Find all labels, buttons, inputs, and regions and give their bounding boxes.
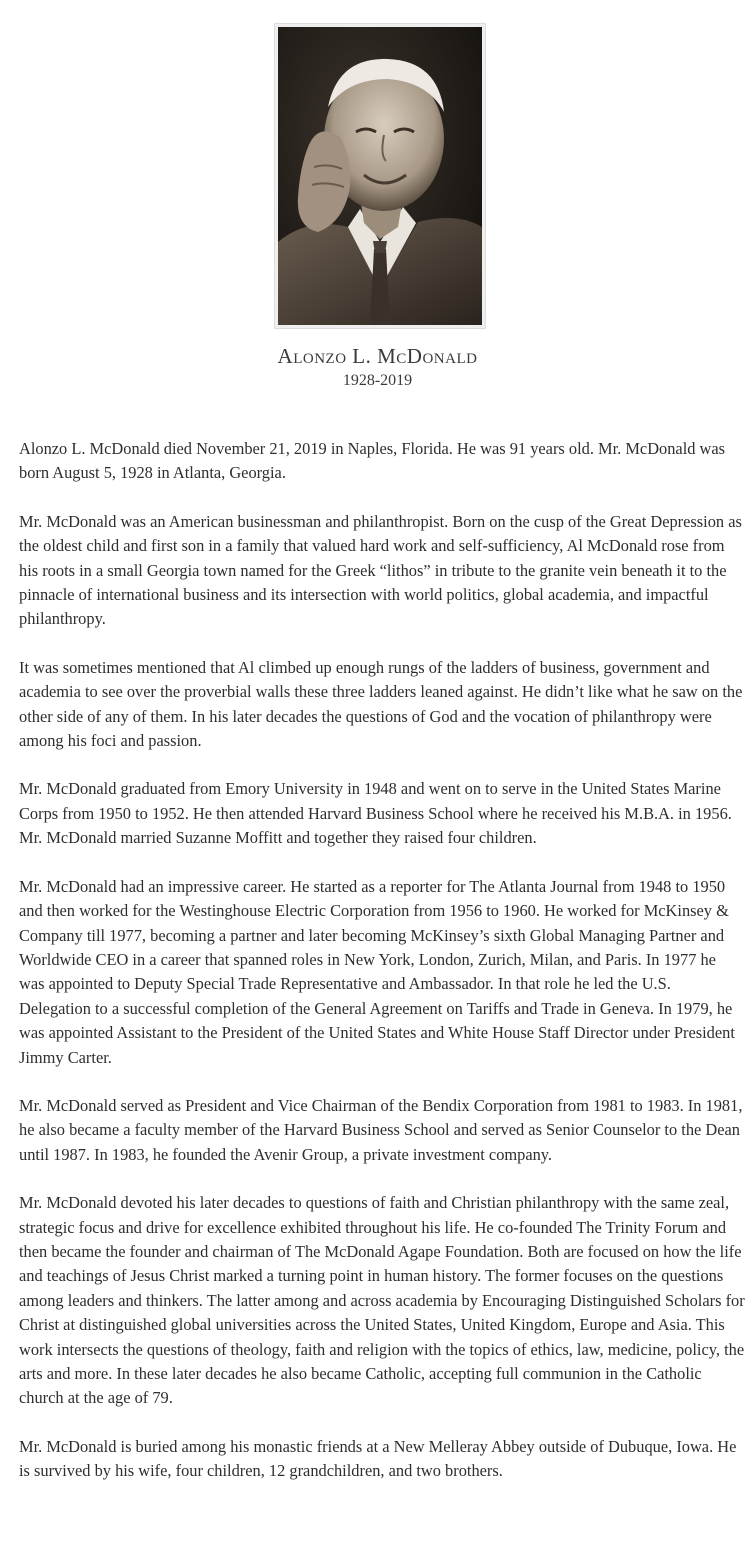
life-years: 1928-2019 bbox=[342, 372, 413, 389]
bio-paragraph: Mr. McDonald is buried among his monastic friends at a New Melleray Abbey outside of Dubuque, Iowa. He is survived by his wife, four children, 12 grandchildren, and two brothers. bbox=[19, 1436, 737, 1481]
bio-paragraph: Mr. McDonald had an impressive career. He started as a reporter for The Atlanta Journal from 1948 to 1950 and then worked for the Westinghouse Electric Corporation from 1956 to 1960. He worked for McKinsey & Company till 1977, becoming a partner and later becoming McKinsey’s sixth Global Managing Partner and Worldwide CEO in a career that spanned roles in New York, London, Zurich, Milan, and Paris. In 1977 he was appointed to Deputy Special Trade Representative and Ambassador. In that role he led the U.S. Delegation to a successful completion of the General Agreement on Tariffs and Trade in Geneva. In 1979, he was appointed Assistant to the President of the United States and White House Staff Director under President Jimmy Carter. bbox=[19, 876, 735, 1067]
portrait-photo bbox=[275, 24, 485, 328]
bio-paragraph: It was sometimes mentioned that Al climbed up enough rungs of the ladders of business, government and academia to see over the proverbial walls these three ladders leaned against. He didn’t like what he saw on the other side of any of them. In his later decades the questions of God and the vocation of philanthropy were among his foci and passion. bbox=[19, 657, 743, 751]
person-name: Alonzo L. McDonald bbox=[277, 344, 478, 368]
bio-paragraph: Mr. McDonald devoted his later decades to questions of faith and Christian philanthropy with the same zeal, strategic focus and drive for excellence exhibited throughout his life. He co-founded The Trinity Forum and then became the founder and chairman of The McDonald Agape Foundation. Both are focused on how the life and teachings of Jesus Christ marked a turning point in human history. The former focuses on the questions among leaders and thinkers. The latter among and across academia by Encouraging Distinguished Scholars for Christ at distinguished global universities across the United States, United Kingdom, Europe and Asia. This work intersects the questions of theology, faith and religion with the topics of ethics, law, medicine, policy, the arts and more. In these later decades he also became Catholic, accepting full communion in the Catholic church at the age of 79. bbox=[19, 1193, 745, 1408]
bio-paragraph: Alonzo L. McDonald died November 21, 2019 in Naples, Florida. He was 91 years old. Mr. McDonald was born August 5, 1928 in Atlanta, Georgia. bbox=[19, 439, 726, 483]
bio-paragraph: Mr. McDonald was an American businessman and philanthropist. Born on the cusp of the Great Depression as the oldest child and first son in a family that valued hard work and self-sufficiency, Al McDonald rose from his roots in a small Georgia town named for the Greek “lithos” in tribute to the granite vein beneath it to the pinnacle of international business and its intersection with world politics, global academia, and impactful philanthropy. bbox=[19, 511, 742, 629]
bio-paragraph: Mr. McDonald graduated from Emory University in 1948 and went on to serve in the United States Marine Corps from 1950 to 1952. He then attended Harvard Business School where he received his M.B.A. in 1956. Mr. McDonald married Suzanne Moffitt and together they raised four children. bbox=[19, 779, 732, 848]
obituary-body bbox=[19, 437, 745, 1508]
bio-paragraph: Mr. McDonald served as President and Vice Chairman of the Bendix Corporation from 1981 to 1983. In 1981, he also became a faculty member of the Harvard Business School and served as Senior Counselor to the Dean until 1987. In 1983, he founded the Avenir Group, a private investment company. bbox=[19, 1095, 743, 1164]
portrait-icon bbox=[278, 27, 482, 325]
